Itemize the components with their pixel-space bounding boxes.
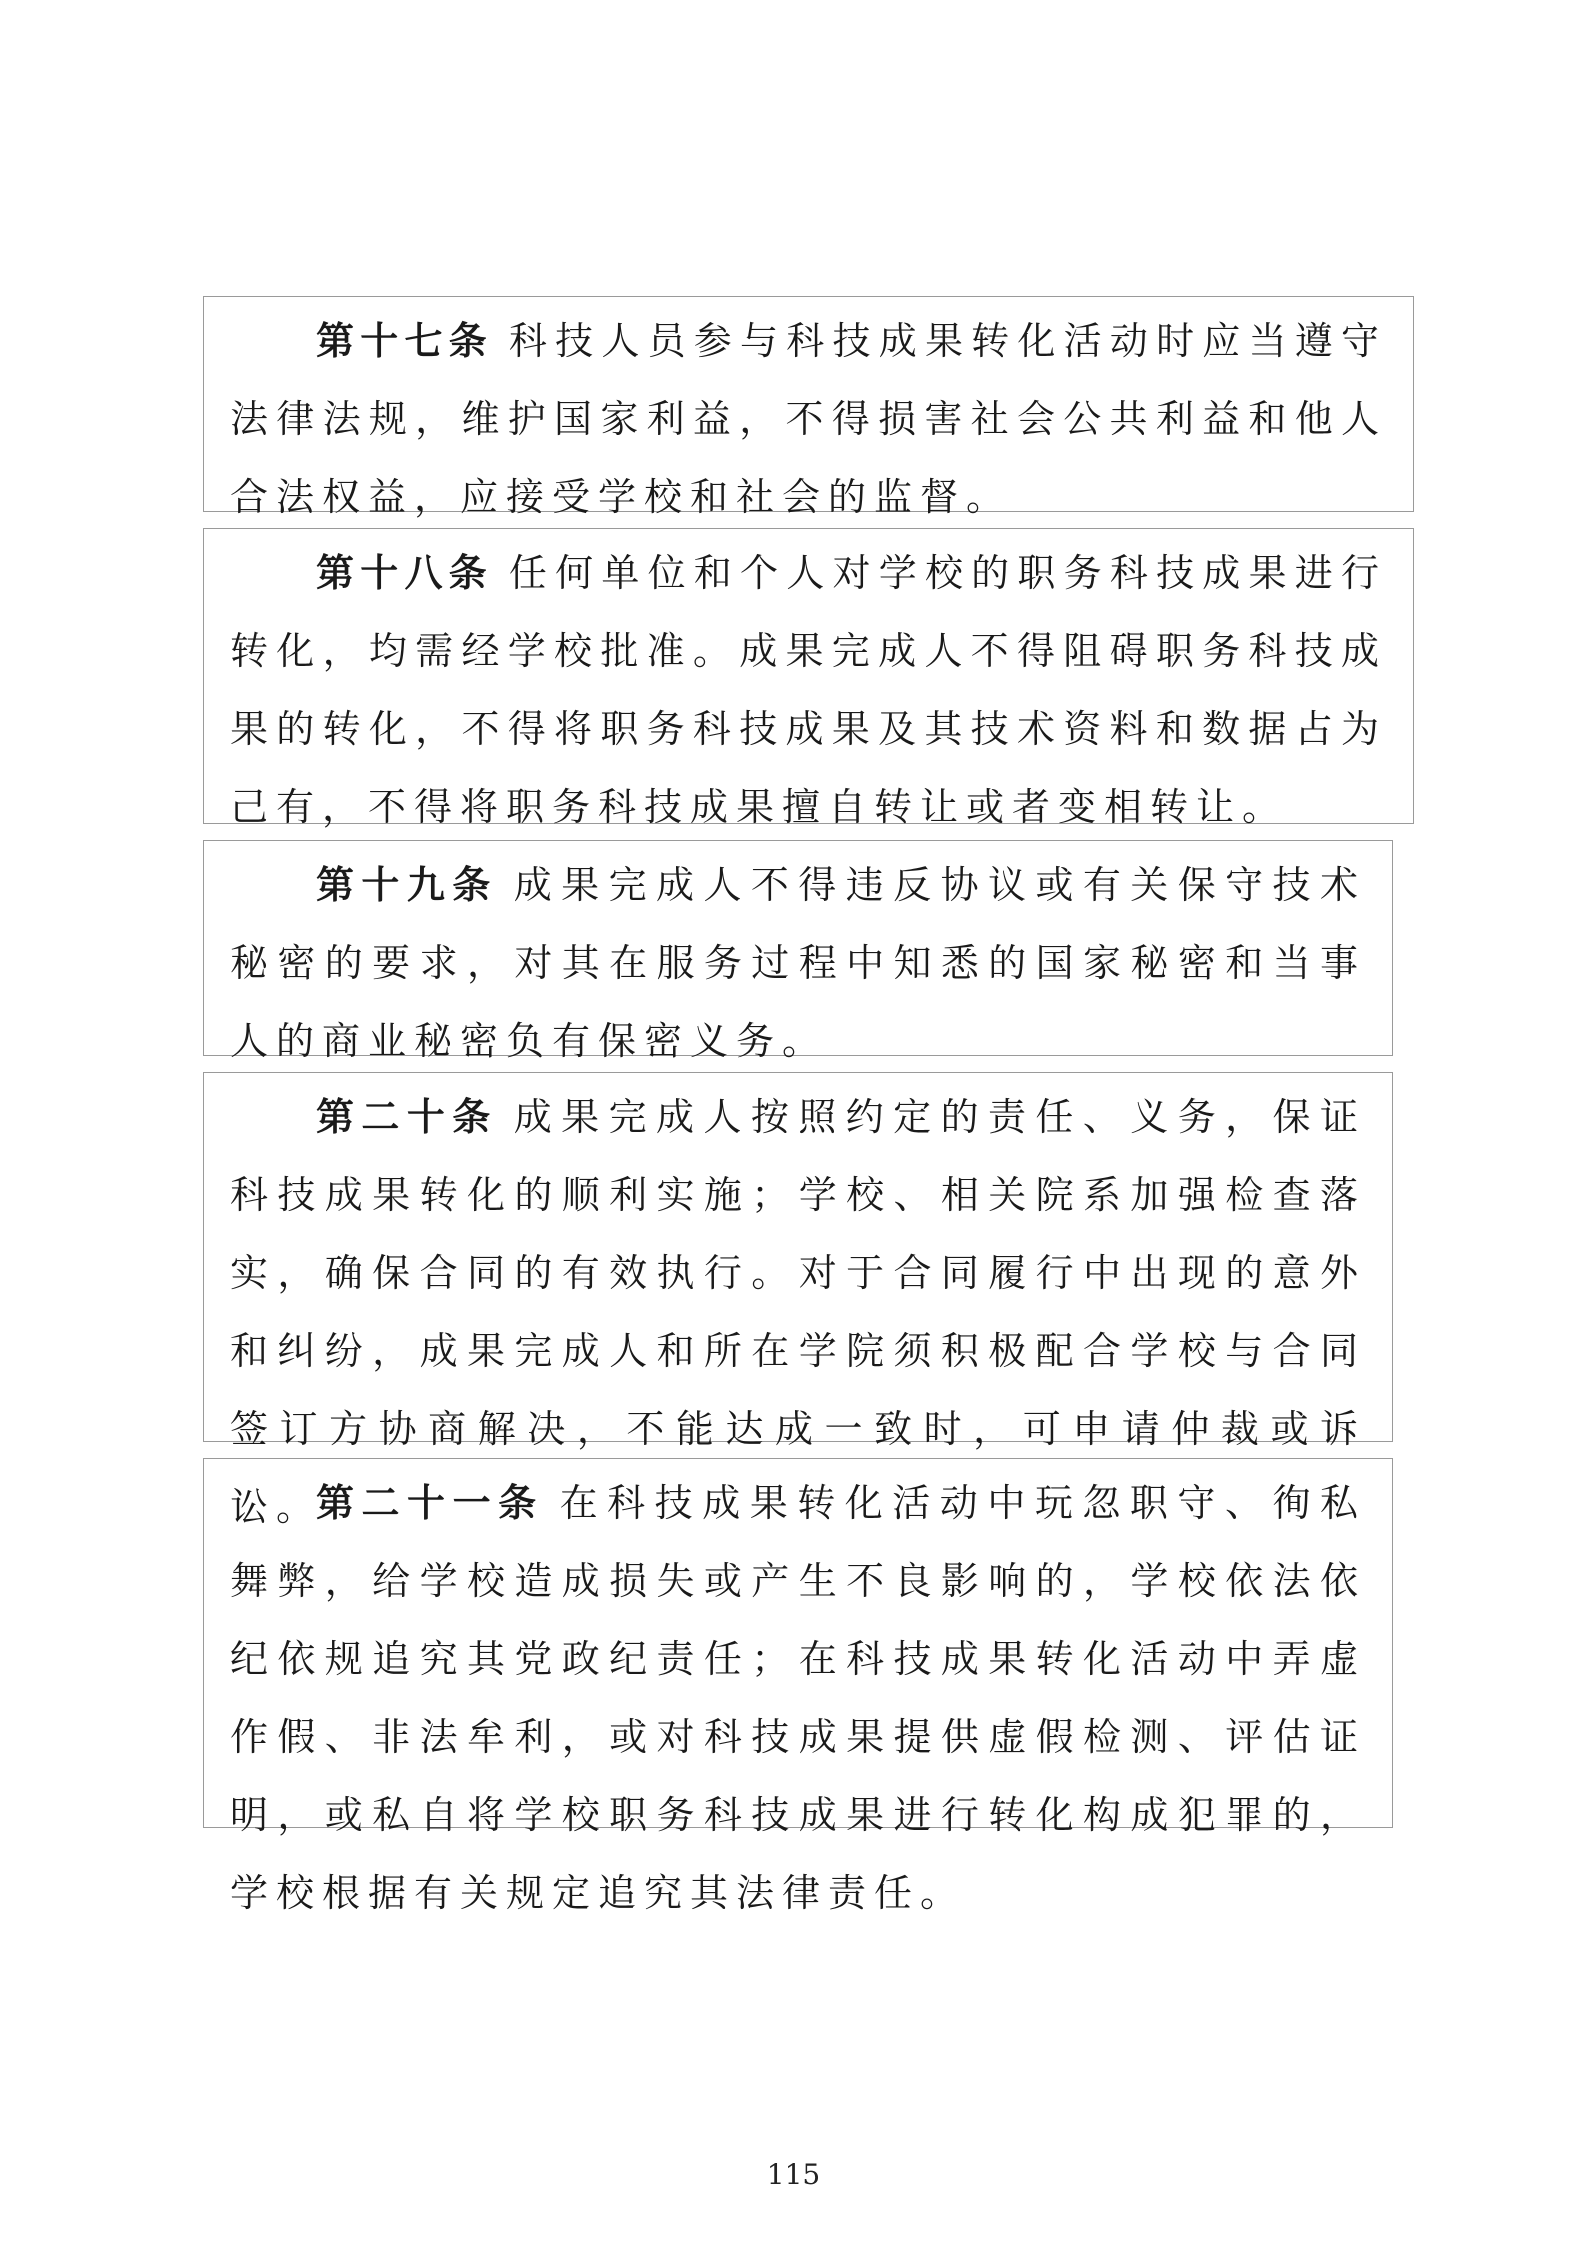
article-20-title: 第二十条	[316, 1095, 498, 1139]
article-17-body: 科技人员参与科技成果转化活动时应当遵守法律法规，维护国家利益，不得损害社会公共利益和他人合法权益，应接受学校和社会的监督。	[230, 319, 1387, 519]
article-19-body: 成果完成人不得违反协议或有关保守技术秘密的要求，对其在服务过程中知悉的国家秘密和当事人的商业秘密负有保密义务。	[230, 863, 1366, 1063]
article-19	[203, 840, 1393, 1063]
article-18-body: 任何单位和个人对学校的职务科技成果进行转化，均需经学校批准。成果完成人不得阻碍职务科技成果的转化，不得将职务科技成果及其技术资料和数据占为己有，不得将职务科技成果擅自转让或者变相转让。	[230, 551, 1387, 829]
article-21-title: 第二十一条	[316, 1481, 544, 1525]
article-18	[203, 528, 1414, 829]
article-20-body: 成果完成人按照约定的责任、义务，保证科技成果转化的顺利实施；学校、相关院系加强检查落实，确保合同的有效执行。对于合同履行中出现的意外和纠纷，成果完成人和所在学院须积极配合学校与合同签订方协商解决，不能达成一致时，可申请仲裁或诉讼。	[230, 1095, 1366, 1529]
article-17	[203, 296, 1414, 519]
page-number: 115	[766, 2158, 821, 2191]
article-21	[203, 1458, 1393, 1915]
article-18-title: 第十八条	[316, 551, 493, 595]
article-21-body: 在科技成果转化活动中玩忽职守、徇私舞弊，给学校造成损失或产生不良影响的，学校依法依纪依规追究其党政纪责任；在科技成果转化活动中弄虚作假、非法牟利，或对科技成果提供虚假检测、评估证明，或私自将学校职务科技成果进行转化构成犯罪的，学校根据有关规定追究其法律责任。	[230, 1481, 1366, 1915]
article-19-title: 第十九条	[316, 863, 498, 907]
article-17-title: 第十七条	[316, 319, 493, 363]
